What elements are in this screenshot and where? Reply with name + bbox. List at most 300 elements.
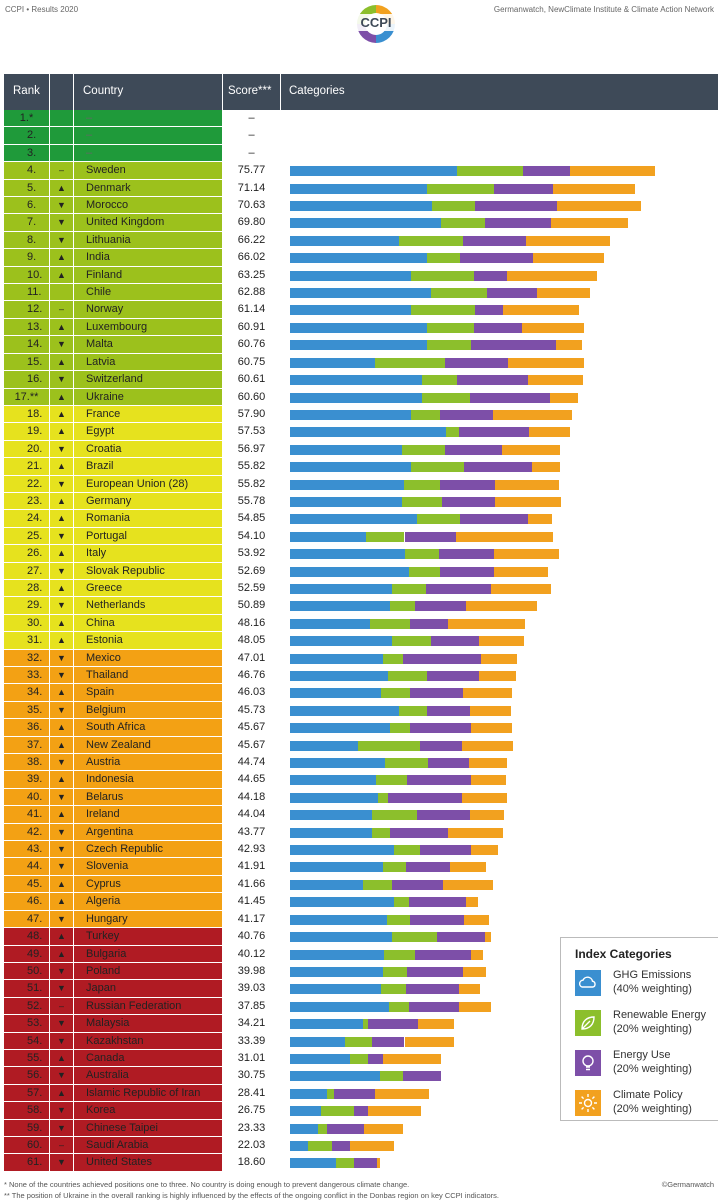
ghg-segment bbox=[290, 601, 390, 611]
categories-bar-cell bbox=[281, 563, 718, 579]
table-row bbox=[4, 858, 718, 875]
trend-icon: ▲ bbox=[57, 635, 66, 646]
country-cell: Austria bbox=[86, 756, 121, 769]
energy-segment bbox=[475, 305, 502, 315]
rank-cell: 11. bbox=[27, 286, 42, 299]
table-row bbox=[4, 371, 718, 388]
country-cell: Chinese Taipei bbox=[86, 1121, 158, 1134]
renewable-segment bbox=[350, 1054, 368, 1064]
policy-segment bbox=[466, 897, 477, 907]
categories-bar-cell bbox=[281, 911, 718, 927]
bulb-icon bbox=[575, 1050, 601, 1076]
trend-icon bbox=[50, 284, 73, 300]
energy-segment bbox=[410, 688, 463, 698]
table-row bbox=[4, 789, 718, 806]
policy-segment bbox=[471, 723, 512, 733]
rank-cell: 15. bbox=[27, 355, 43, 368]
ghg-segment bbox=[290, 932, 392, 942]
trend-icon: ▼ bbox=[57, 234, 66, 245]
trend-icon: ▼ bbox=[57, 374, 66, 385]
score-cell: 48.16 bbox=[223, 615, 280, 631]
energy-segment bbox=[332, 1141, 350, 1151]
ghg-segment bbox=[290, 1124, 318, 1134]
renewable-segment bbox=[327, 1089, 334, 1099]
policy-segment bbox=[502, 445, 560, 455]
rank-cell: 37. bbox=[27, 738, 43, 751]
categories-bar-cell bbox=[281, 145, 718, 161]
header-left-text: CCPI • Results 2020 bbox=[5, 5, 79, 14]
ghg-segment bbox=[290, 1158, 336, 1168]
table-row bbox=[4, 267, 718, 284]
ghg-segment bbox=[290, 393, 422, 403]
policy-segment bbox=[508, 358, 585, 368]
score-cell: 52.69 bbox=[223, 563, 280, 579]
energy-segment bbox=[426, 584, 491, 594]
renewable-segment bbox=[392, 932, 437, 942]
policy-segment bbox=[556, 340, 582, 350]
trend-icon: ▼ bbox=[57, 1018, 66, 1029]
country-cell: France bbox=[86, 407, 121, 420]
categories-bar-cell bbox=[281, 858, 718, 874]
score-cell: 22.03 bbox=[223, 1137, 280, 1153]
energy-segment bbox=[388, 793, 462, 803]
table-row bbox=[4, 127, 718, 144]
table-row bbox=[4, 615, 718, 632]
table-row bbox=[4, 162, 718, 179]
score-cell: 60.61 bbox=[223, 371, 280, 387]
rank-cell: 29. bbox=[27, 599, 43, 612]
country-cell: Turkey bbox=[86, 930, 120, 943]
policy-segment bbox=[405, 1037, 455, 1047]
renewable-segment bbox=[417, 514, 460, 524]
ghg-segment bbox=[290, 828, 372, 838]
renewable-segment bbox=[411, 410, 439, 420]
energy-segment bbox=[409, 897, 467, 907]
ghg-segment bbox=[290, 427, 446, 437]
table-row bbox=[4, 354, 718, 371]
policy-segment bbox=[479, 671, 516, 681]
ghg-segment bbox=[290, 1089, 327, 1099]
table-row bbox=[4, 510, 718, 527]
renewable-segment bbox=[427, 323, 473, 333]
policy-segment bbox=[471, 775, 506, 785]
ghg-segment bbox=[290, 619, 370, 629]
energy-segment bbox=[427, 706, 471, 716]
score-cell: 44.65 bbox=[223, 771, 280, 787]
renewable-segment bbox=[372, 828, 390, 838]
categories-bar-cell bbox=[281, 597, 718, 613]
rank-cell: 27. bbox=[27, 564, 43, 577]
score-cell: 31.01 bbox=[223, 1050, 280, 1066]
energy-segment bbox=[440, 480, 495, 490]
renewable-segment bbox=[422, 393, 470, 403]
rank-cell: 57. bbox=[27, 1086, 43, 1099]
logo-text: CCPI bbox=[360, 15, 392, 30]
renewable-segment bbox=[363, 880, 392, 890]
score-header: Score*** bbox=[228, 85, 272, 97]
energy-segment bbox=[410, 619, 448, 629]
country-cell: Greece bbox=[86, 581, 123, 594]
ghg-segment bbox=[290, 218, 441, 228]
rank-cell: 44. bbox=[27, 860, 43, 873]
renewable-segment bbox=[427, 340, 471, 350]
country-cell: Bulgaria bbox=[86, 947, 127, 960]
rank-cell: 52. bbox=[27, 999, 43, 1012]
country-cell: Ireland bbox=[86, 808, 120, 821]
rank-cell: 30. bbox=[27, 616, 43, 629]
country-cell: Portugal bbox=[86, 529, 127, 542]
score-cell: 41.17 bbox=[223, 911, 280, 927]
renewable-segment bbox=[392, 636, 431, 646]
policy-segment bbox=[485, 932, 490, 942]
score-cell: 60.76 bbox=[223, 336, 280, 352]
ghg-segment bbox=[290, 549, 405, 559]
categories-bar-cell bbox=[281, 893, 718, 909]
table-row bbox=[4, 650, 718, 667]
trend-icon: ▼ bbox=[57, 200, 66, 211]
energy-segment bbox=[457, 375, 528, 385]
trend-icon: ▼ bbox=[57, 704, 66, 715]
policy-segment bbox=[471, 845, 498, 855]
policy-segment bbox=[443, 880, 493, 890]
ghg-segment bbox=[290, 497, 402, 507]
energy-segment bbox=[463, 236, 527, 246]
table-row bbox=[4, 684, 718, 701]
rank-cell: 17.** bbox=[14, 390, 39, 403]
table-row bbox=[4, 284, 718, 301]
footnote-1: * None of the countries achieved positions one to three. No country is doing enough to prevent dangerous climate change. bbox=[4, 1180, 410, 1189]
policy-segment bbox=[526, 236, 610, 246]
policy-segment bbox=[528, 514, 551, 524]
policy-segment bbox=[537, 288, 591, 298]
table-row bbox=[4, 249, 718, 266]
renewable-segment bbox=[384, 950, 414, 960]
rank-cell: 2. bbox=[27, 129, 37, 142]
score-cell: 60.60 bbox=[223, 389, 280, 405]
policy-segment bbox=[459, 984, 480, 994]
table-row bbox=[4, 893, 718, 910]
categories-header: Categories bbox=[289, 85, 345, 97]
table-row bbox=[4, 667, 718, 684]
renewable-segment bbox=[394, 897, 409, 907]
ghg-segment bbox=[290, 480, 404, 490]
country-cell: Norway bbox=[86, 303, 124, 316]
score-cell: 45.67 bbox=[223, 737, 280, 753]
score-cell: 66.22 bbox=[223, 232, 280, 248]
footnote-2: ** The position of Ukraine in the overall ranking is highly influenced by the effects of the ongoing conflict in the Donbas region on key CCPI indicators. bbox=[4, 1191, 500, 1200]
table-row bbox=[4, 719, 718, 736]
rank-cell: 42. bbox=[27, 825, 43, 838]
table-row bbox=[4, 301, 718, 318]
ghg-segment bbox=[290, 323, 427, 333]
country-cell: Egypt bbox=[86, 425, 115, 438]
energy-segment bbox=[420, 845, 471, 855]
renewable-segment bbox=[376, 775, 407, 785]
rank-cell: 8. bbox=[27, 233, 37, 246]
trend-icon: ▼ bbox=[57, 670, 66, 680]
table-row bbox=[4, 110, 718, 127]
ghg-segment bbox=[290, 723, 390, 733]
categories-bar-cell bbox=[281, 389, 718, 405]
policy-segment bbox=[522, 323, 585, 333]
rank-cell: 36. bbox=[27, 721, 43, 734]
energy-segment bbox=[437, 932, 485, 942]
ghg-segment bbox=[290, 880, 363, 890]
table-row bbox=[4, 1137, 718, 1154]
policy-segment bbox=[550, 393, 578, 403]
country-cell: Canada bbox=[86, 1051, 125, 1064]
ghg-segment bbox=[290, 445, 402, 455]
energy-segment bbox=[403, 654, 481, 664]
renewable-segment bbox=[392, 584, 426, 594]
ghg-segment bbox=[290, 862, 383, 872]
rank-cell: 18. bbox=[27, 407, 43, 420]
table-row bbox=[4, 771, 718, 788]
trend-icon: ▲ bbox=[57, 391, 66, 402]
rank-cell: 32. bbox=[27, 651, 43, 664]
categories-bar-cell bbox=[281, 1120, 718, 1136]
policy-segment bbox=[533, 253, 604, 263]
rank-cell: 58. bbox=[27, 1104, 43, 1117]
country-cell: Belgium bbox=[86, 703, 126, 716]
table-row bbox=[4, 476, 718, 493]
country-cell: Lithuania bbox=[86, 233, 131, 246]
score-cell: 41.91 bbox=[223, 858, 280, 874]
ghg-segment bbox=[290, 1002, 389, 1012]
score-cell: 28.41 bbox=[223, 1085, 280, 1101]
energy-segment bbox=[410, 915, 464, 925]
table-row bbox=[4, 806, 718, 823]
categories-bar-cell bbox=[281, 771, 718, 787]
country-cell: Japan bbox=[86, 982, 116, 995]
country-cell: Indonesia bbox=[86, 773, 134, 786]
score-cell: 45.67 bbox=[223, 719, 280, 735]
renewable-segment bbox=[409, 567, 440, 577]
country-cell: Denmark bbox=[86, 181, 131, 194]
renewable-segment bbox=[441, 218, 485, 228]
policy-segment bbox=[507, 271, 597, 281]
rank-cell: 49. bbox=[27, 947, 43, 960]
country-cell: Russian Federation bbox=[86, 999, 182, 1012]
categories-bar-cell bbox=[281, 702, 718, 718]
energy-segment bbox=[417, 810, 470, 820]
score-cell: 61.14 bbox=[223, 301, 280, 317]
ghg-segment bbox=[290, 636, 392, 646]
legend-item-policy bbox=[575, 1088, 715, 1122]
score-cell: 39.98 bbox=[223, 963, 280, 979]
ghg-segment bbox=[290, 810, 372, 820]
categories-bar-cell bbox=[281, 406, 718, 422]
energy-segment bbox=[407, 775, 471, 785]
trend-icon: ▲ bbox=[57, 548, 66, 559]
policy-segment bbox=[459, 1002, 491, 1012]
renewable-segment bbox=[380, 1071, 402, 1081]
country-cell: Switzerland bbox=[86, 373, 143, 386]
energy-segment bbox=[464, 462, 531, 472]
trend-icon: ▼ bbox=[57, 983, 66, 994]
trend-icon: ▲ bbox=[57, 252, 66, 263]
score-cell: 23.33 bbox=[223, 1120, 280, 1136]
energy-segment bbox=[474, 323, 522, 333]
table-row bbox=[4, 824, 718, 841]
ghg-segment bbox=[290, 1141, 308, 1151]
legend bbox=[560, 937, 718, 1121]
rank-cell: 38. bbox=[27, 756, 43, 769]
score-cell: 56.97 bbox=[223, 441, 280, 457]
policy-segment bbox=[448, 828, 504, 838]
legend-item-ghg bbox=[575, 968, 715, 1002]
trend-icon: ▼ bbox=[57, 443, 66, 454]
table-row bbox=[4, 441, 718, 458]
ghg-segment bbox=[290, 375, 422, 385]
categories-bar-cell bbox=[281, 301, 718, 317]
policy-segment bbox=[462, 741, 513, 751]
table-row bbox=[4, 876, 718, 893]
policy-segment bbox=[470, 810, 504, 820]
renewable-segment bbox=[402, 445, 446, 455]
score-cell: 18.60 bbox=[223, 1154, 280, 1170]
energy-segment bbox=[368, 1054, 383, 1064]
trend-icon: ▼ bbox=[57, 217, 66, 228]
energy-segment bbox=[354, 1158, 378, 1168]
ghg-segment bbox=[290, 1054, 350, 1064]
ghg-segment bbox=[290, 915, 387, 925]
rank-cell: 50. bbox=[27, 964, 43, 977]
ghg-segment bbox=[290, 253, 427, 263]
categories-bar-cell bbox=[281, 214, 718, 230]
policy-segment bbox=[529, 427, 570, 437]
trend-icon: ▲ bbox=[57, 896, 66, 907]
country-cell: Croatia bbox=[86, 442, 122, 455]
score-cell: – bbox=[223, 145, 280, 161]
renewable-segment bbox=[446, 427, 459, 437]
country-cell: Spain bbox=[86, 686, 115, 699]
trend-icon bbox=[50, 127, 73, 143]
table-row bbox=[4, 336, 718, 353]
country-header: Country bbox=[83, 85, 124, 97]
policy-segment bbox=[464, 915, 489, 925]
renewable-segment bbox=[399, 236, 463, 246]
categories-bar-cell bbox=[281, 754, 718, 770]
renewable-segment bbox=[385, 758, 429, 768]
score-cell: 33.39 bbox=[223, 1033, 280, 1049]
renewable-segment bbox=[383, 862, 406, 872]
score-cell: 55.78 bbox=[223, 493, 280, 509]
country-cell: Cyprus bbox=[86, 877, 121, 890]
score-cell: 54.85 bbox=[223, 510, 280, 526]
legend-title: Index Categories bbox=[575, 947, 672, 961]
energy-segment bbox=[523, 166, 570, 176]
rank-cell: 60. bbox=[27, 1138, 43, 1151]
energy-segment bbox=[494, 184, 554, 194]
policy-segment bbox=[503, 305, 580, 315]
table-row bbox=[4, 841, 718, 858]
categories-bar-cell bbox=[281, 684, 718, 700]
energy-segment bbox=[475, 201, 556, 211]
rank-cell: 41. bbox=[27, 808, 43, 821]
energy-segment bbox=[409, 1002, 458, 1012]
renewable-segment bbox=[399, 706, 427, 716]
ghg-segment bbox=[290, 897, 394, 907]
categories-bar-cell bbox=[281, 1137, 718, 1153]
table-row bbox=[4, 232, 718, 249]
country-cell: Saudi Arabia bbox=[86, 1138, 149, 1151]
rank-cell: 23. bbox=[27, 494, 43, 507]
table-row bbox=[4, 458, 718, 475]
score-cell: 69.80 bbox=[223, 214, 280, 230]
policy-segment bbox=[570, 166, 655, 176]
energy-segment bbox=[460, 514, 528, 524]
rank-cell: 40. bbox=[27, 790, 43, 803]
legend-name-3: Climate Policy bbox=[613, 1089, 683, 1101]
categories-bar-cell bbox=[281, 806, 718, 822]
trend-icon: ▼ bbox=[57, 530, 66, 541]
categories-bar-cell bbox=[281, 528, 718, 544]
table-row bbox=[4, 737, 718, 754]
categories-bar-cell bbox=[281, 824, 718, 840]
rank-cell: 16. bbox=[27, 373, 43, 386]
table-row bbox=[4, 180, 718, 197]
rank-cell: 54. bbox=[27, 1034, 43, 1047]
score-cell: 63.25 bbox=[223, 267, 280, 283]
energy-segment bbox=[460, 253, 533, 263]
trend-icon: ▲ bbox=[57, 182, 66, 193]
country-cell: Australia bbox=[86, 1069, 129, 1082]
categories-bar-cell bbox=[281, 1154, 718, 1170]
table-row bbox=[4, 423, 718, 440]
table-row bbox=[4, 197, 718, 214]
table-row bbox=[4, 145, 718, 162]
policy-segment bbox=[469, 758, 507, 768]
trend-icon: ▼ bbox=[57, 1105, 66, 1116]
country-cell: South Africa bbox=[86, 721, 146, 734]
sun-icon bbox=[575, 1090, 601, 1116]
score-cell: 48.05 bbox=[223, 632, 280, 648]
score-cell: 71.14 bbox=[223, 180, 280, 196]
legend-weight-2: (20% weighting) bbox=[613, 1063, 692, 1075]
ghg-segment bbox=[290, 654, 383, 664]
categories-bar-cell bbox=[281, 267, 718, 283]
country-cell: India bbox=[86, 251, 110, 264]
policy-segment bbox=[495, 480, 559, 490]
energy-segment bbox=[485, 218, 551, 228]
energy-segment bbox=[420, 741, 463, 751]
ghg-segment bbox=[290, 271, 411, 281]
score-cell: 53.92 bbox=[223, 545, 280, 561]
renewable-segment bbox=[422, 375, 457, 385]
policy-segment bbox=[456, 532, 553, 542]
score-cell: 34.21 bbox=[223, 1015, 280, 1031]
policy-segment bbox=[463, 967, 487, 977]
renewable-segment bbox=[358, 741, 420, 751]
energy-segment bbox=[403, 1071, 441, 1081]
trend-icon: ▲ bbox=[57, 582, 66, 593]
energy-segment bbox=[327, 1124, 364, 1134]
ghg-segment bbox=[290, 462, 411, 472]
rank-cell: 46. bbox=[27, 895, 43, 908]
trend-icon: ▼ bbox=[57, 1157, 66, 1168]
ghg-segment bbox=[290, 758, 385, 768]
country-cell: United States bbox=[86, 1156, 153, 1169]
categories-bar-cell bbox=[281, 632, 718, 648]
trend-icon: ▲ bbox=[57, 617, 66, 628]
rank-cell: 53. bbox=[27, 1017, 43, 1030]
ghg-segment bbox=[290, 967, 383, 977]
renewable-segment bbox=[390, 723, 410, 733]
ghg-segment bbox=[290, 236, 399, 246]
country-cell: Chile bbox=[86, 286, 112, 299]
country-cell: Islamic Republic of Iran bbox=[86, 1086, 201, 1099]
